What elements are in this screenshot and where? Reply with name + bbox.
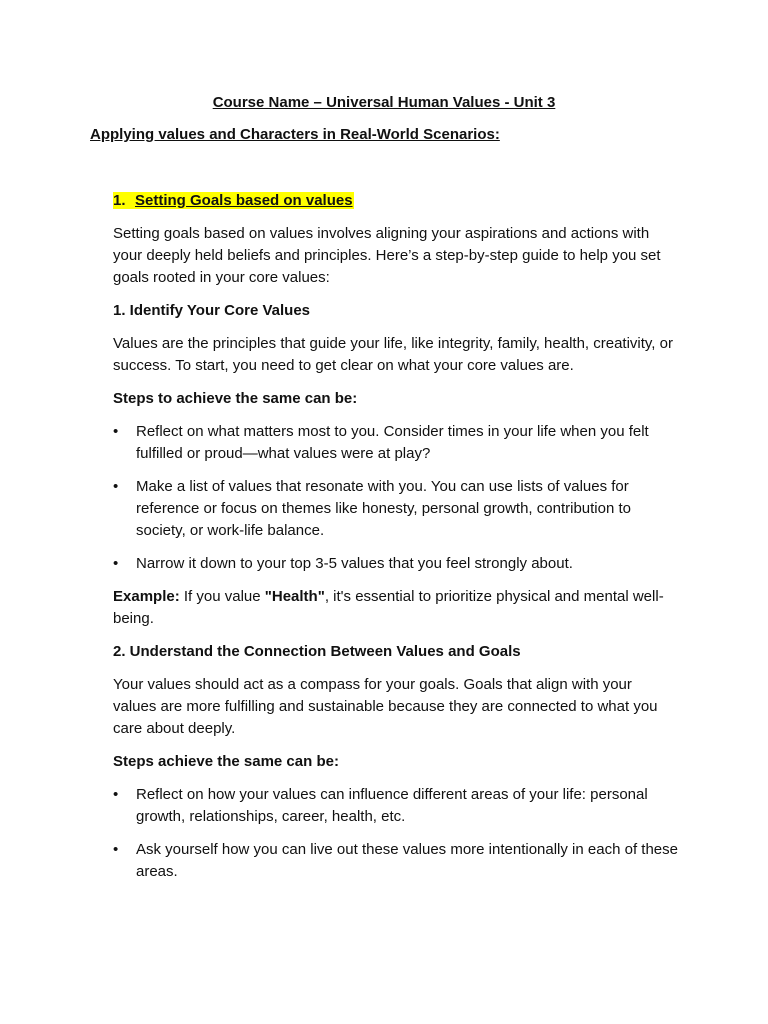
example-label: Example: bbox=[113, 588, 180, 605]
step-1-bullet-list bbox=[113, 421, 678, 575]
list-item-text: Ask yourself how you can live out these values more intentionally in each of these areas. bbox=[136, 841, 678, 880]
highlighted-heading bbox=[113, 192, 354, 209]
bullet-icon: • bbox=[113, 478, 119, 495]
document-subtitle: Applying values and Characters in Real-World Scenarios: bbox=[90, 126, 500, 143]
example-value: "Health" bbox=[264, 588, 325, 605]
step-2-steps-label: Steps achieve the same can be: bbox=[113, 753, 339, 770]
section-number: 1. bbox=[113, 192, 126, 209]
list-item bbox=[113, 839, 678, 883]
example-pre: If you value bbox=[179, 588, 265, 605]
example-paragraph bbox=[113, 586, 678, 630]
list-item bbox=[113, 421, 678, 465]
document-body bbox=[113, 190, 678, 894]
step-1-steps-label: Steps to achieve the same can be: bbox=[113, 390, 358, 407]
step-1-paragraph: Values are the principles that guide your life, like integrity, family, health, creativity, or success. To start, you need to get clear on what your core values are. bbox=[113, 335, 673, 374]
section-heading-1 bbox=[113, 190, 678, 212]
section-intro-paragraph: Setting goals based on values involves aligning your aspirations and actions with your deeply held beliefs and principles. Here’s a step-by-step guide to help you set goals rooted in your core values: bbox=[113, 225, 661, 286]
bullet-icon: • bbox=[113, 841, 119, 858]
list-item-text: Reflect on what matters most to you. Consider times in your life when you felt fulfilled or proud—what values were at play? bbox=[136, 423, 649, 462]
list-item-text: Reflect on how your values can influence different areas of your life: personal growth, relationships, career, health, etc. bbox=[136, 786, 648, 825]
section-heading-text: Setting Goals based on values bbox=[135, 192, 353, 209]
list-item bbox=[113, 476, 678, 542]
bullet-icon: • bbox=[113, 423, 119, 440]
bullet-icon: • bbox=[113, 555, 119, 572]
document-title: Course Name – Universal Human Values - Unit 3 bbox=[212, 94, 556, 111]
list-item bbox=[113, 553, 678, 575]
step-2-paragraph: Your values should act as a compass for your goals. Goals that align with your values are more fulfilling and sustainable because they are connected to what you care about deeply. bbox=[113, 676, 658, 737]
example-post: , it's essential to prioritize physical and mental well-being. bbox=[113, 588, 664, 627]
list-item bbox=[113, 784, 678, 828]
list-item-text: Narrow it down to your top 3-5 values that you feel strongly about. bbox=[136, 555, 573, 572]
step-2-heading: 2. Understand the Connection Between Values and Goals bbox=[113, 643, 521, 660]
list-item-text: Make a list of values that resonate with you. You can use lists of values for reference or focus on themes like honesty, personal growth, contribution to society, or work-life balance. bbox=[136, 478, 631, 539]
step-2-bullet-list bbox=[113, 784, 678, 883]
step-1-heading: 1. Identify Your Core Values bbox=[113, 302, 311, 319]
bullet-icon: • bbox=[113, 786, 119, 803]
